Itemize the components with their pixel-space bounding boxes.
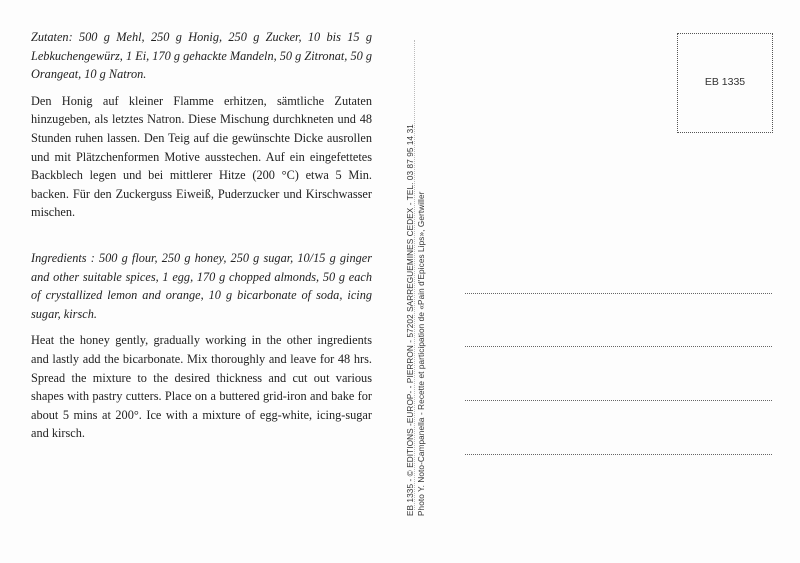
address-line-2 [465,346,772,347]
publisher-line-1: EB 1335 - © EDITIONS -EUROP- - PIERRON - 57202 SARREGUEMINES CEDEX - TEL. 03 87 95 14 31 [406,124,415,516]
stamp-code: EB 1335 [704,76,746,88]
address-line-1 [465,293,772,294]
publisher-imprint [405,26,427,516]
english-ingredients: Ingredients : 500 g flour, 250 g honey, 250 g sugar, 10/15 g ginger and other suitable spices, 1 egg, 170 g chopped almonds, 50 g each of crystallized lemon and orange, 10 g bicarbonate of soda, icing sugar, kirsch. [31,250,372,321]
address-line-3 [465,400,772,401]
address-line-4 [465,454,772,455]
recipe-text-column [31,28,372,443]
english-method: Heat the honey gently, gradually working in the other ingredients and lastly add the bicarbonate. Mix thoroughly and leave for 48 hrs. Spread the mixture to the desired thickness and cut out various shapes with pastry cutters. Place on a buttered grid-iron and bake for about 5 mins at 200°. Ice with a mixture of egg-white, icing-sugar and kirsch. [31,333,372,441]
german-ingredients: Zutaten: 500 g Mehl, 250 g Honig, 250 g Zucker, 10 bis 15 g Lebkuchengewürz, 1 Ei, 170 g gehackte Mandeln, 50 g Zitronat, 50 g Orangeat, 10 g Natron. [31,30,372,82]
german-method: Den Honig auf kleiner Flamme erhitzen, sämtliche Zutaten hinzugeben, als letztes Natron. Diese Mischung durchkneten und 48 Stunden ruhen lassen. Den Teig auf die gewünschte Dicke ausrollen und mit Plätzchenformen Motive ausstechen. Auf ein eingefettetes Backblech legen und bei mittlerer Hitze (200 °C) etwa 5 Min. backen. Für den Zuckerguss Eiweiß, Puderzucker und Kirschwasser mischen. [31,93,372,220]
publisher-line-2: Photo Y. Noto-Campanella - Recette et participation de «Pain d'Epices Lips», Gertwiller [417,191,426,516]
stamp-box [677,33,773,133]
